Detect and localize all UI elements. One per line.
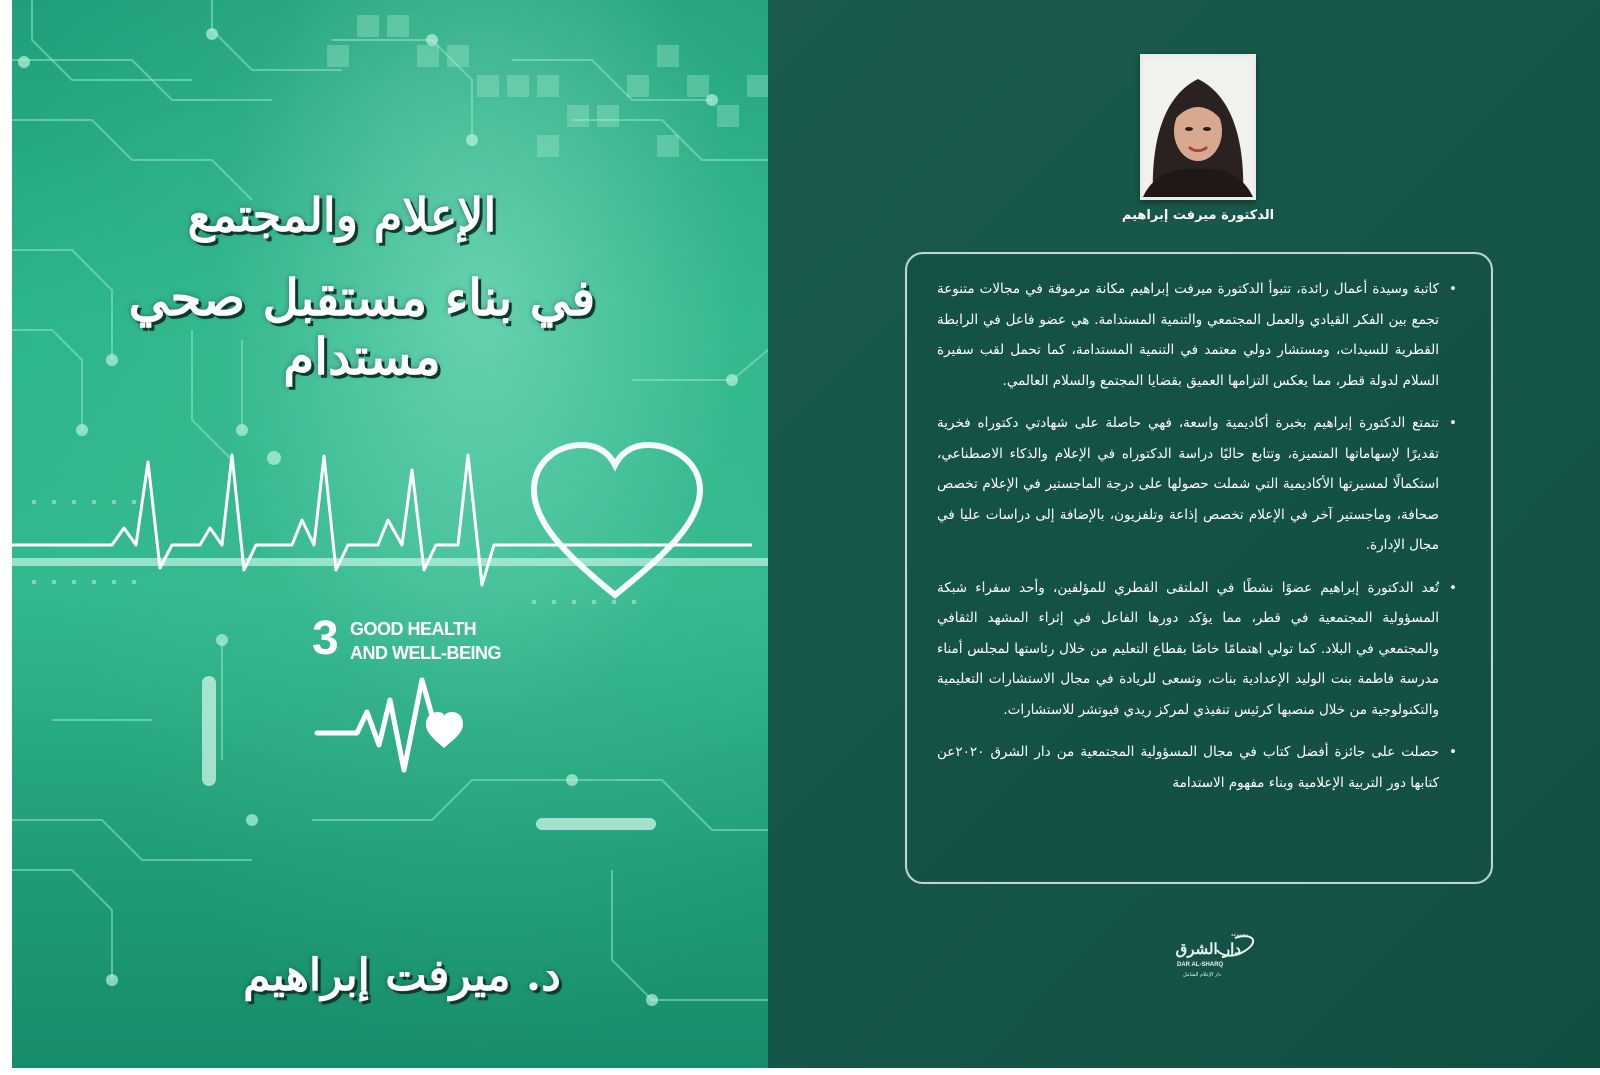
publisher-group: مجموعة: [1231, 932, 1249, 938]
cover-title-line1: الإعلام والمجتمع: [187, 188, 497, 242]
back-cover: [768, 0, 1600, 1068]
author-photo: [1140, 54, 1256, 200]
bio-item: • كاتبة وسيدة أعمال رائدة، تتبوأ الدكتورة ميرفت إبراهيم مكانة مرموقة في مجالات متنوعة تجمع بين الفكر القيادي والعمل المجتمعي والتنمية المستدامة. هي عضو فاعل في الرابطة القطرية للسيدات، ومستشار دولي معتمد في التنمية المستدامة، كما تحمل لقب سفيرة السلام لدولة قطر، مما يعكس التزامها العميق بقضايا المجتمع والسلام العالمي.: [937, 274, 1449, 396]
bio-item: • حصلت على جائزة أفضل كتاب في مجال المسؤولية المجتمعية من دار الشرق ٢٠٢٠عن كتابها دور التربية الإعلامية وبناء مفهوم الاستدامة: [937, 737, 1449, 798]
sdg-title-line2: AND WELL-BEING: [350, 643, 501, 663]
cover-author: د. ميرفت إبراهيم: [243, 950, 561, 1001]
author-portrait-icon: [1143, 57, 1253, 197]
sdg-title-line1: GOOD HEALTH: [350, 619, 477, 639]
sdg-number: 3: [312, 612, 339, 665]
cover-title-line2: في بناء مستقبل صحي مستدام: [128, 268, 596, 386]
author-bio-list: [937, 274, 1449, 798]
circuit-background: [12, 0, 768, 1068]
author-bio-box: [905, 252, 1493, 884]
publisher-name-ar: دار الشرق: [1175, 940, 1241, 958]
bio-item: • تتمتع الدكتورة إبراهيم بخبرة أكاديمية واسعة، فهي حاصلة على شهادتي دكتوراه فخرية تقديرًا لإسهاماتها المتميزة، وتتابع حاليًا دراسة الدكتوراه في الإعلام والذكاء الاصطناعي، استكمالًا لمسيرتها الأكاديمية التي شملت حصولها على درجة الماجستير في الإعلام تخصص صحافة، وماجستير آخر في الإعلام تخصص إذاعة وتلفزيون، بالإضافة إلى دراسات عليا في مجال الإدارة.: [937, 408, 1449, 561]
publisher-logo: [1143, 932, 1263, 982]
publisher-name-en: DAR AL-SHARQ: [1177, 962, 1224, 968]
publisher-subtitle: دار الإعلام الشامل: [1183, 972, 1221, 978]
author-photo-caption: الدكتورة ميرفت إبراهيم: [1121, 208, 1275, 223]
bio-item: • تُعد الدكتورة إبراهيم عضوًا نشطًا في الملتقى القطري للمؤلفين، وأحد سفراء شبكة المسؤولية المجتمعية في قطر، مما يؤكد دورها الفاعل في إثراء المشهد الثقافي والمجتمعي في البلاد. كما تولي اهتمامًا خاصًا بقطاع التعليم من خلال رئاستها لمجلس أمناء مدرسة فاطمة بنت الوليد الإعدادية بنات، وتسعى للريادة في مجال الاستشارات التعليمية والتكنولوجية من خلال منصبها كرئيس تنفيذي لمركز ريدي فيوتشر للاستشارات.: [937, 573, 1449, 726]
front-cover: [12, 0, 768, 1068]
